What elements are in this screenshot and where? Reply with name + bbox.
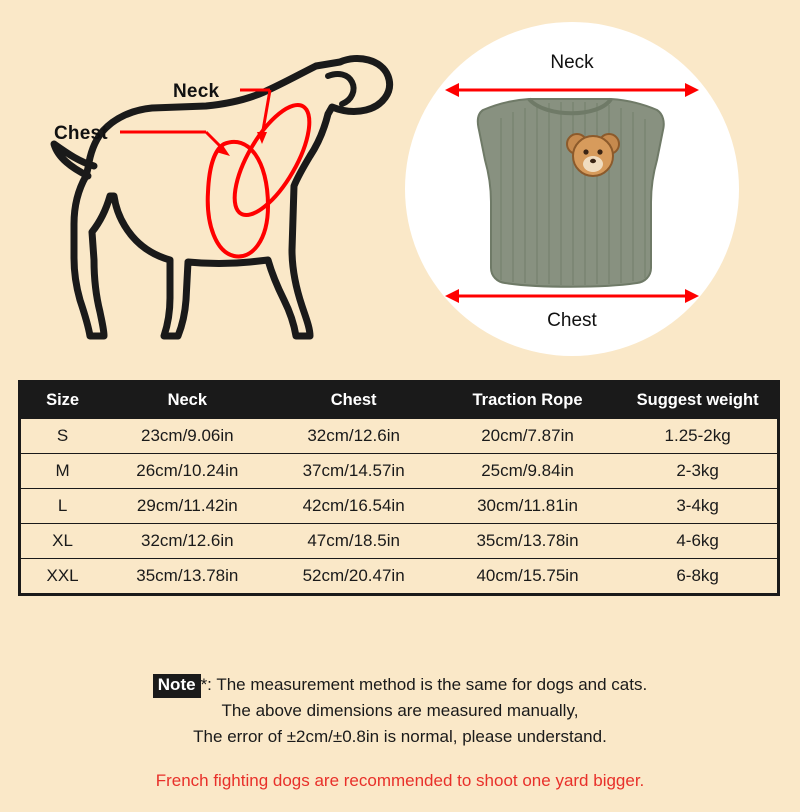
table-header bbox=[21, 383, 777, 419]
cell-rope: 30cm/11.81in bbox=[437, 489, 618, 524]
cell-chest: 37cm/14.57in bbox=[270, 454, 436, 489]
chest-measure-loop bbox=[208, 142, 268, 257]
cell-neck: 35cm/13.78in bbox=[104, 559, 270, 594]
product-svg bbox=[405, 22, 739, 356]
table-row bbox=[21, 559, 777, 594]
cell-neck: 29cm/11.42in bbox=[104, 489, 270, 524]
product-chest-label: Chest bbox=[547, 310, 597, 331]
cell-rope: 25cm/9.84in bbox=[437, 454, 618, 489]
dog-chest-label: Chest bbox=[54, 123, 108, 144]
cell-chest: 52cm/20.47in bbox=[270, 559, 436, 594]
dog-diagram bbox=[10, 10, 410, 360]
table-row bbox=[21, 419, 777, 454]
product-photo-circle bbox=[405, 22, 739, 356]
product-neck-label: Neck bbox=[550, 52, 594, 73]
cell-weight: 1.25-2kg bbox=[664, 426, 731, 445]
dog-outline-svg bbox=[10, 10, 410, 360]
cell-chest: 42cm/16.54in bbox=[270, 489, 436, 524]
table-row bbox=[21, 524, 777, 559]
cell-neck: 23cm/9.06in bbox=[141, 426, 234, 445]
header-suggest-weight: Suggest weight bbox=[618, 383, 777, 419]
note-badge: Note bbox=[153, 674, 201, 698]
cell-size: XXL bbox=[21, 559, 104, 594]
cell-weight: 2-3kg bbox=[618, 454, 777, 489]
header-neck: Neck bbox=[104, 383, 270, 419]
cell-weight: 4-6kg bbox=[618, 524, 777, 559]
cell-weight: 6-8kg bbox=[618, 559, 777, 594]
cell-size: XL bbox=[21, 524, 104, 559]
table-row bbox=[21, 454, 777, 489]
size-table bbox=[21, 383, 777, 593]
cell-chest: 32cm/12.6in bbox=[307, 426, 400, 445]
note-line-1-text: *: The measurement method is the same for dogs and cats. bbox=[200, 675, 648, 694]
cell-weight: 3-4kg bbox=[618, 489, 777, 524]
note-line-4-warning: French fighting dogs are recommended to shoot one yard bigger. bbox=[155, 771, 645, 790]
cell-size: L bbox=[21, 489, 104, 524]
note-line-1 bbox=[0, 672, 800, 698]
illustration-area bbox=[0, 0, 800, 368]
cell-rope: 40cm/15.75in bbox=[437, 559, 618, 594]
cell-neck: 26cm/10.24in bbox=[104, 454, 270, 489]
cell-rope: 20cm/7.87in bbox=[481, 426, 574, 445]
garment-illustration bbox=[478, 99, 664, 287]
table-body bbox=[21, 419, 777, 593]
size-table-container bbox=[18, 380, 780, 596]
dog-neck-label: Neck bbox=[173, 81, 220, 102]
cell-chest: 47cm/18.5in bbox=[270, 524, 436, 559]
cell-rope: 35cm/13.78in bbox=[437, 524, 618, 559]
note-line-3: The error of ±2cm/±0.8in is normal, please understand. bbox=[193, 727, 607, 746]
note-section bbox=[0, 672, 800, 812]
header-size: Size bbox=[21, 383, 104, 419]
header-traction-rope: Traction Rope bbox=[437, 383, 618, 419]
note-line-2: The above dimensions are measured manually, bbox=[221, 701, 579, 720]
cell-neck: 32cm/12.6in bbox=[104, 524, 270, 559]
header-chest: Chest bbox=[270, 383, 436, 419]
table-row bbox=[21, 489, 777, 524]
cell-size: S bbox=[56, 426, 69, 445]
cell-size: M bbox=[21, 454, 104, 489]
